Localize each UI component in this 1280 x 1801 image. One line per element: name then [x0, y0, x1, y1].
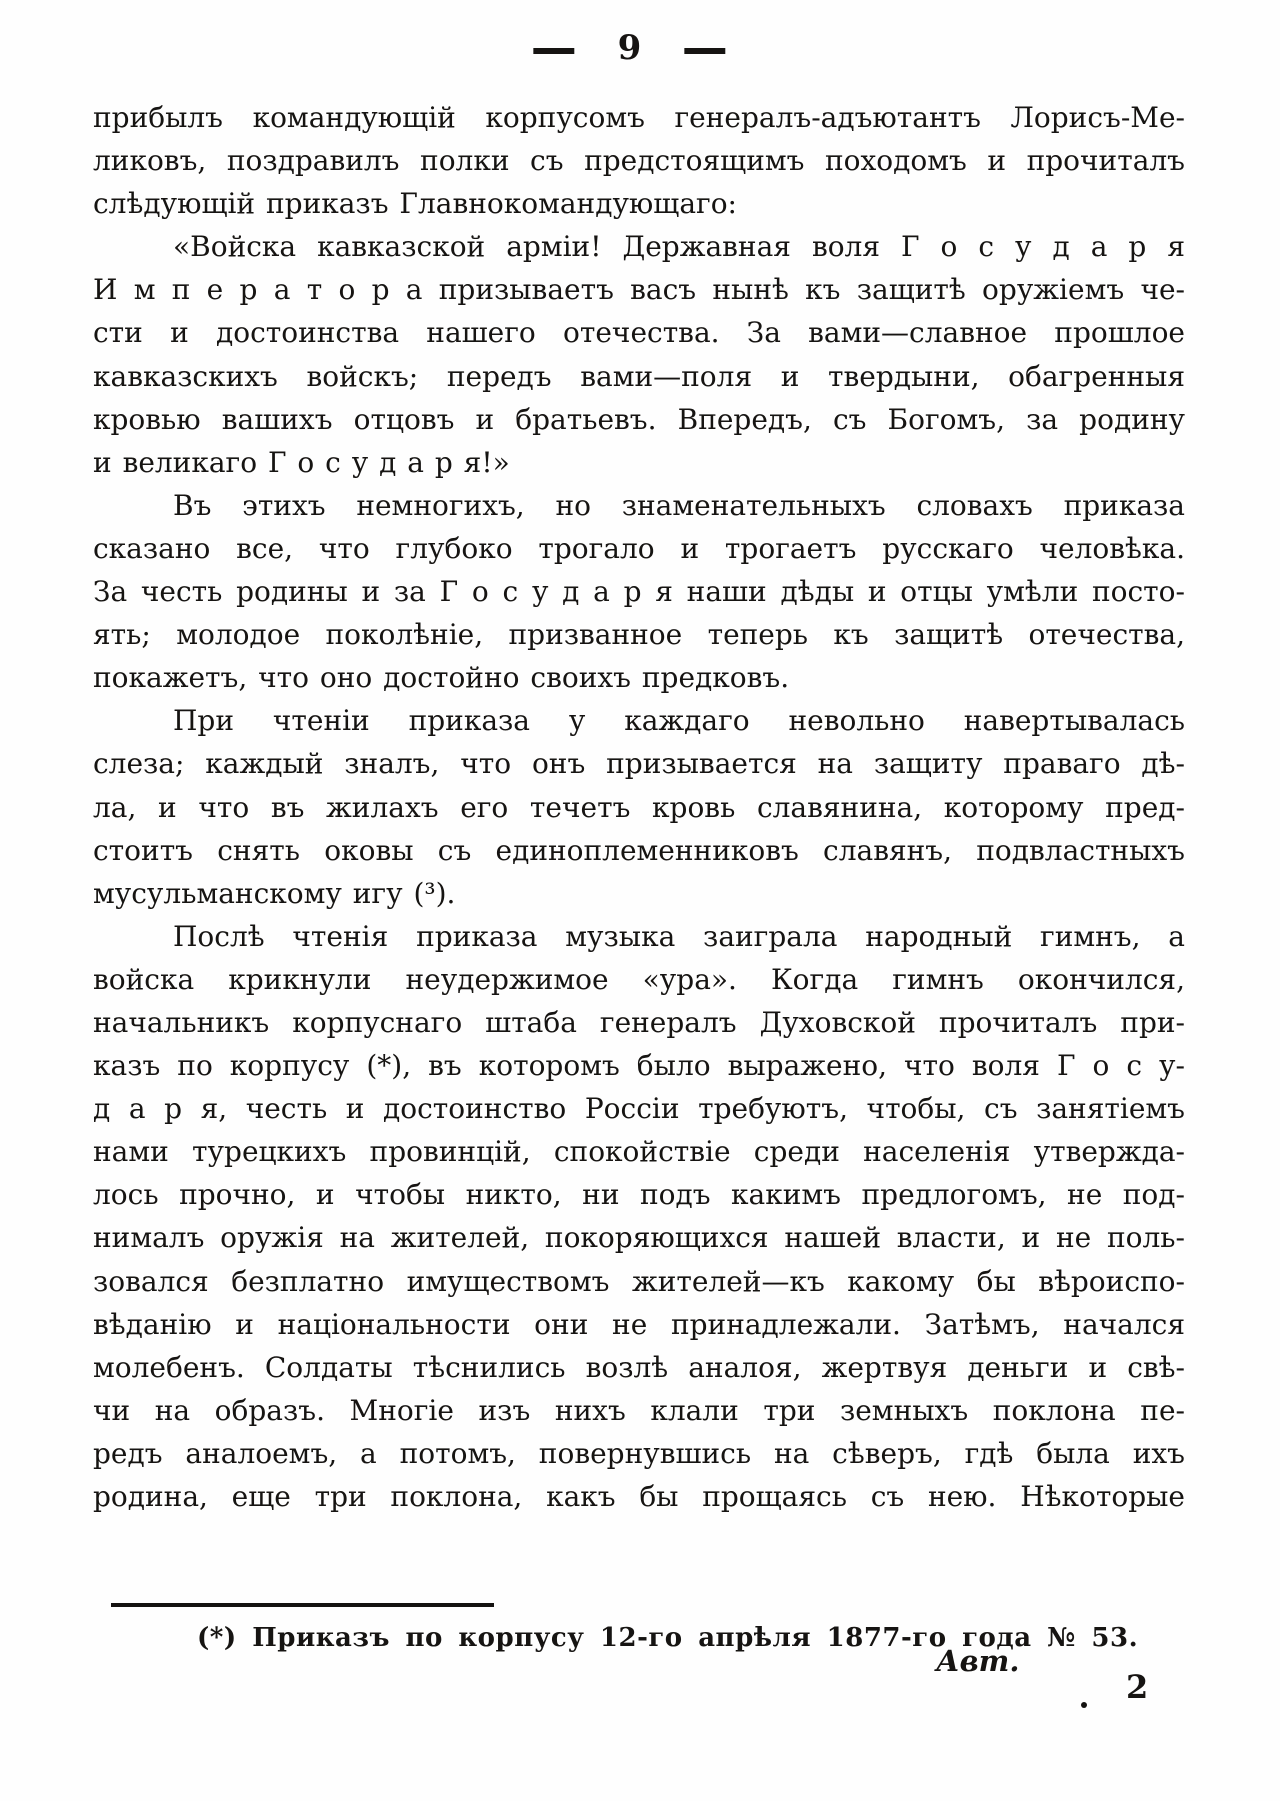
text-line: слѣдующій приказъ Главнокомандующаго:: [93, 187, 737, 221]
ink-dot: [1081, 1702, 1087, 1708]
page-number: 9: [617, 28, 643, 68]
text-line: редъ аналоемъ, а потомъ, повернувшись на сѣверъ, гдѣ была ихъ: [93, 1436, 1185, 1470]
text-line: родина, еще три поклона, какъ бы прощаясь съ нею. Нѣкоторые: [93, 1480, 1185, 1513]
text-line: стоитъ снять оковы съ единоплеменниковъ славянъ, подвластныхъ: [93, 833, 1185, 867]
text-line: кровью вашихъ отцовъ и братьевъ. Впередъ, съ Богомъ, за родину: [93, 402, 1185, 436]
text-line: нималъ оружія на жителей, покоряющихся нашей власти, и не поль-: [93, 1221, 1185, 1255]
body-text: [93, 96, 1185, 1518]
footnote: [93, 1620, 1280, 1656]
text-line: За честь родины и за Г о с у д а р я наши дѣды и отцы умѣли посто-: [93, 575, 1185, 609]
text-line: чи на образъ. Многіе изъ нихъ клали три земныхъ поклона пе-: [93, 1393, 1185, 1427]
sheet-number: 2: [1126, 1668, 1149, 1706]
text-line: мусульманскому игу (³).: [93, 876, 456, 910]
text-line: прибылъ командующій корпусомъ генералъ-адъютантъ Лорисъ-Ме-: [93, 101, 1185, 134]
header-rule-left: —: [530, 18, 578, 78]
text-line: нами турецкихъ провинцій, спокойствіе среди населенія утвержда-: [93, 1135, 1185, 1169]
text-line: казъ по корпусу (*), въ которомъ было выражено, что воля Г о с у-: [93, 1049, 1185, 1083]
text-line: д а р я, честь и достоинство Россіи требуютъ, чтобы, съ занятіемъ: [93, 1092, 1185, 1126]
text-line: ликовъ, поздравилъ полки съ предстоящимъ походомъ и прочиталъ: [93, 144, 1185, 178]
text-line: лось прочно, и чтобы никто, ни подъ какимъ предлогомъ, не под-: [93, 1178, 1185, 1212]
text-line: зовался безплатно имуществомъ жителей—къ какому бы вѣроиспо-: [93, 1264, 1185, 1298]
text-line: При чтеніи приказа у каждаго невольно навертывалась: [173, 704, 1185, 738]
text-line: и великаго Г о с у д а р я!»: [93, 445, 510, 479]
text-line: начальникъ корпуснаго штаба генералъ Духовской прочиталъ при-: [93, 1005, 1185, 1039]
text-line: ять; молодое поколѣніе, призванное теперь къ защитѣ отечества,: [93, 618, 1185, 652]
text-line: сказано все, что глубоко трогало и трогаетъ русскаго человѣка.: [93, 531, 1185, 565]
text-line: Въ этихъ немногихъ, но знаменательныхъ словахъ приказа: [173, 488, 1185, 522]
footnote-text: (*) Приказъ по корпусу 12-го апрѣля 1877-го года № 53.: [197, 1623, 1139, 1653]
text-line: покажетъ, что оно достойно своихъ предковъ.: [93, 661, 790, 695]
header-rule-right: —: [682, 18, 730, 78]
text-line: слеза; каждый зналъ, что онъ призывается на защиту праваго дѣ-: [93, 747, 1185, 781]
text-line: вѣданію и національности они не принадлежали. Затѣмъ, начался: [93, 1307, 1185, 1341]
text-line: кавказскихъ войскъ; передъ вами—поля и твердыни, обагренныя: [93, 359, 1185, 393]
text-line: сти и достоинства нашего отечества. За вами—славное прошлое: [93, 316, 1185, 350]
footnote-rule: [111, 1603, 494, 1607]
running-head: [0, 18, 1260, 78]
author-signature: Авт.: [936, 1644, 1020, 1678]
text-line: И м п е р а т о р а призываетъ васъ нынѣ къ защитѣ оружіемъ че-: [93, 273, 1185, 307]
text-line: войска крикнули неудержимое «ура». Когда гимнъ окончился,: [93, 962, 1185, 996]
text-line: молебенъ. Солдаты тѣснились возлѣ аналоя, жертвуя деньги и свѣ-: [93, 1350, 1185, 1384]
text-line: ла, и что въ жилахъ его течетъ кровь славянина, которому пред-: [93, 790, 1185, 824]
text-line: «Войска кавказской арміи! Державная воля Г о с у д а р я: [173, 230, 1185, 264]
text-line: Послѣ чтенія приказа музыка заиграла народный гимнъ, а: [173, 919, 1185, 953]
